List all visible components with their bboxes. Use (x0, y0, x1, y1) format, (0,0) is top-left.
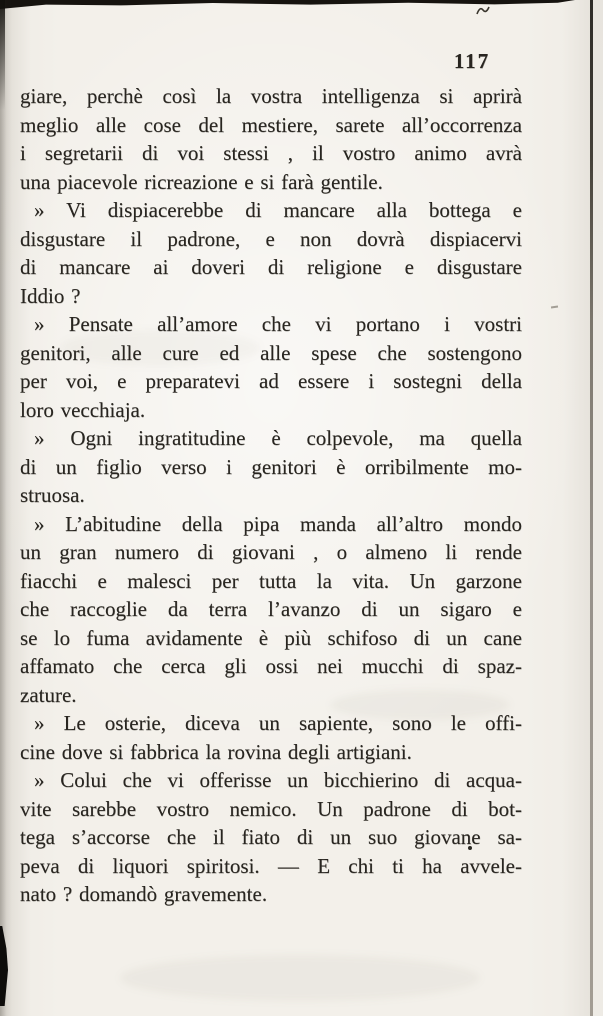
text-line: » Pensate all’amore che vi portano i vostri (34, 312, 522, 336)
text-line: un gran numero di giovani , o almeno li rende (20, 540, 522, 564)
text-line: affamato che cerca gli ossi nei mucchi di spaz- (20, 654, 522, 678)
text-line: loro vecchiaja. (20, 397, 146, 422)
text-line: » L’abitudine della pipa manda all’altro mondo (34, 511, 522, 536)
text-line: disgustare il padrone, e non dovrà dispiacervi (20, 226, 522, 251)
text-line: di un figlio verso i genitori è orribilmente mo- (20, 454, 522, 479)
page-number: 117 (453, 49, 491, 73)
text-line: che raccoglie da terra l’avanzo di un sigaro e (20, 597, 522, 621)
text-line: » Le osterie, diceva un sapiente, sono le offi- (34, 711, 522, 735)
text-line: meglio alle cose del mestiere, sarete all’occorrenza (20, 112, 522, 137)
text-line: peva di liquori spiritosi. — E chi ti ha avvele- (20, 853, 522, 878)
scan-edge-left (0, 0, 5, 110)
text-line: cine dove si fabbrica la rovina degli artigiani. (20, 739, 412, 764)
page-gutter-shadow (0, 0, 12, 1016)
text-line: i segretarii di voi stessi , il vostro animo avrà (20, 141, 522, 165)
text-line: se lo fuma avidamente è più schifoso di un cane (20, 625, 522, 650)
body-text (20, 82, 522, 909)
text-line: fiacchi e malesci per tutta la vita. Un garzone (20, 568, 522, 593)
text-line: » Colui che vi offerisse un bicchierino di acqua- (34, 768, 522, 792)
text-line: una piacevole ricreazione e si farà gentile. (20, 169, 383, 194)
scan-margin-right (593, 0, 603, 1016)
text-line: » Vi dispiacerebbe di mancare alla bottega e (34, 198, 522, 222)
ink-speck-mark (475, 4, 490, 22)
text-line: tega s’accorse che il fiato di un suo giovane sa- (20, 825, 522, 849)
text-line: giare, perchè così la vostra intelligenza si aprirà (20, 84, 522, 108)
text-line: vite sarebbe vostro nemico. Un padrone di bot- (20, 796, 522, 821)
text-line: per voi, e preparatevi ad essere i sostegni della (20, 369, 522, 393)
text-line: zature. (20, 682, 77, 707)
text-line: nato ? domandò gravemente. (20, 882, 268, 906)
text-line: genitori, alle cure ed alle spese che sostengono (20, 340, 522, 365)
text-line: » Ogni ingratitudine è colpevole, ma quella (34, 426, 522, 450)
text-line: struosa. (20, 483, 85, 507)
text-line: Iddio ? (20, 283, 81, 308)
text-line: di mancare ai doveri di religione e disgustare (20, 255, 522, 279)
